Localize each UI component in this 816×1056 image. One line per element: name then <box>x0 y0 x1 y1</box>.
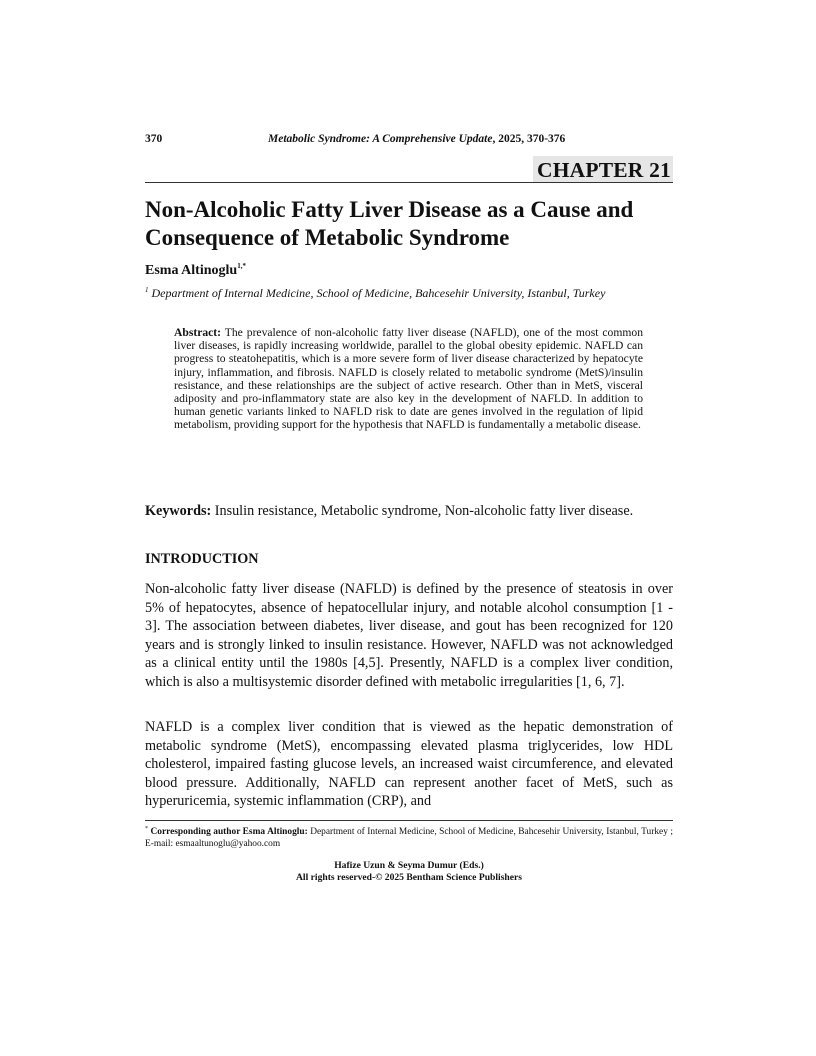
author-name: Esma Altinoglu <box>145 263 238 278</box>
body-paragraph: Non-alcoholic fatty liver disease (NAFLD) is defined by the presence of steatosis in over 5% of hepatocytes, absence of hepatocellular injury, and notable alcohol consumption [1 - 3]. The association between diabetes, liver disease, and gout has been recognized for 120 years and is strongly linked to insulin resistance. However, NAFLD was not acknowledged as a clinical entity until the 1980s [4,5]. Presently, NAFLD is a complex liver condition, which is also a multisystemic disorder defined with metabolic irregularities [1, 6, 7]. <box>145 581 673 690</box>
copyright: All rights reserved-© 2025 Bentham Science Publishers <box>295 872 523 884</box>
abstract-label: Abstract: <box>174 326 222 339</box>
page-header <box>145 133 673 149</box>
affiliation-mark: 1 <box>145 286 149 294</box>
book-title: Metabolic Syndrome: A Comprehensive Update <box>268 133 493 145</box>
footnote <box>145 823 673 851</box>
footnote-text: Department of Internal Medicine, School of Medicine, Bahcesehir University, Istanbul, Turkey ; E-mail: esmaaltunoglu@yahoo.com <box>145 827 673 850</box>
footnote-label: Corresponding author Esma Altinoglu: <box>148 827 308 837</box>
footnote-mark: * <box>145 826 148 832</box>
author-marks: 1,* <box>237 262 246 270</box>
running-title <box>268 133 565 145</box>
chapter-title <box>145 196 675 252</box>
chapter-title-line-1: Non-Alcoholic Fatty Liver Disease as a Cause and <box>145 197 634 222</box>
chapter-title-line-2: Consequence of Metabolic Syndrome <box>145 225 510 250</box>
chapter-label: CHAPTER 21 <box>533 156 673 183</box>
keywords-text: Insulin resistance, Metabolic syndrome, Non-alcoholic fatty liver disease. <box>211 503 634 519</box>
book-citation: , 2025, 370-376 <box>492 133 566 145</box>
section-heading-introduction: INTRODUCTION <box>145 551 259 567</box>
publisher-info <box>145 860 673 885</box>
keywords <box>145 502 673 520</box>
editors: Hafize Uzun & Seyma Dumur (Eds.) <box>334 860 484 871</box>
keywords-label: Keywords: <box>145 503 212 519</box>
abstract <box>174 326 643 432</box>
page-number: 370 <box>145 133 163 145</box>
header-divider <box>145 182 673 183</box>
affiliation-text: Department of Internal Medicine, School of Medicine, Bahcesehir University, Istanbul, Turkey <box>148 286 606 300</box>
footnote-divider <box>145 820 673 821</box>
body-paragraph: NAFLD is a complex liver condition that is viewed as the hepatic demonstration of metabolic syndrome (MetS), encompassing elevated plasma triglycerides, low HDL cholesterol, impaired fasting glucose levels, an increased waist circumference, and elevated blood pressure. Additionally, NAFLD can represent another facet of MetS, such as hyperuricemia, systemic inflammation (CRP), and <box>145 719 673 810</box>
abstract-text: The prevalence of non-alcoholic fatty liver disease (NAFLD), one of the most common liver diseases, is rapidly increasing worldwide, parallel to the global obesity epidemic. NAFLD can progress to steatohepatitis, which is a more severe form of liver disease characterized by hepatocyte injury, inflammation, and fibrosis. NAFLD is closely related to metabolic syndrome (MetS)/insulin resistance, and these relationships are the subject of active research. Other than in MetS, visceral adiposity and pro-inflammatory state are also key in the development of NAFLD. In addition to human genetic variants linked to NAFLD risk to date are genes involved in the regulation of lipid metabolism, providing support for the hypothesis that NAFLD is fundamentally a metabolic disease. <box>174 326 643 432</box>
author <box>145 262 246 279</box>
affiliation <box>145 286 605 301</box>
